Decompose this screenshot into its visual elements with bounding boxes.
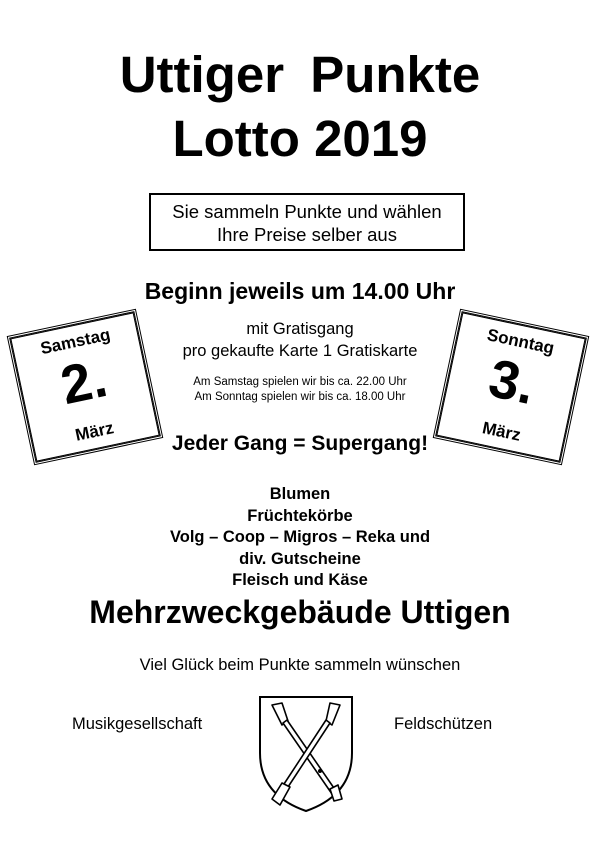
info-box-line2: Ihre Preise selber aus	[217, 224, 397, 245]
info-box-line1: Sie sammeln Punkte und wählen	[172, 201, 442, 222]
calendar-date: 2.	[55, 348, 113, 417]
supergang-heading: Jeder Gang = Supergang!	[171, 432, 429, 455]
saturday-time: Am Samstag spielen wir bis ca. 22.00 Uhr	[193, 376, 407, 388]
venue-heading: Mehrzweckgebäude Uttigen	[89, 594, 511, 630]
start-time-heading: Beginn jeweils um 14.00 Uhr	[144, 278, 456, 304]
organizer-left: Musikgesellschaft	[72, 715, 203, 733]
prize-list	[0, 484, 600, 592]
prize-item: Früchtekörbe	[247, 506, 353, 525]
calendar-date: 3.	[483, 348, 541, 417]
poster-title-line1: Uttiger Punkte	[119, 46, 481, 103]
organizer-right: Feldschützen	[394, 715, 493, 733]
coat-of-arms-icon	[258, 695, 354, 813]
prize-item: Fleisch und Käse	[232, 571, 368, 589]
gratis-line2: pro gekaufte Karte 1 Gratiskarte	[182, 342, 418, 360]
calendar-month: März	[480, 418, 523, 445]
calendar-month: März	[73, 418, 116, 445]
calendar-day: Samstag	[38, 324, 112, 359]
prize-item: Volg – Coop – Migros – Reka und	[169, 528, 431, 546]
poster-title-line2: Lotto 2019	[172, 110, 428, 167]
gratis-line1: mit Gratisgang	[246, 320, 354, 338]
sunday-time: Am Sonntag spielen wir bis ca. 18.00 Uhr	[194, 391, 406, 403]
prize-item: div. Gutscheine	[239, 549, 361, 568]
info-box	[149, 193, 465, 251]
calendar-day: Sonntag	[485, 325, 556, 358]
good-luck-text: Viel Glück beim Punkte sammeln wünschen	[139, 656, 461, 674]
prize-item: Blumen	[269, 485, 331, 503]
